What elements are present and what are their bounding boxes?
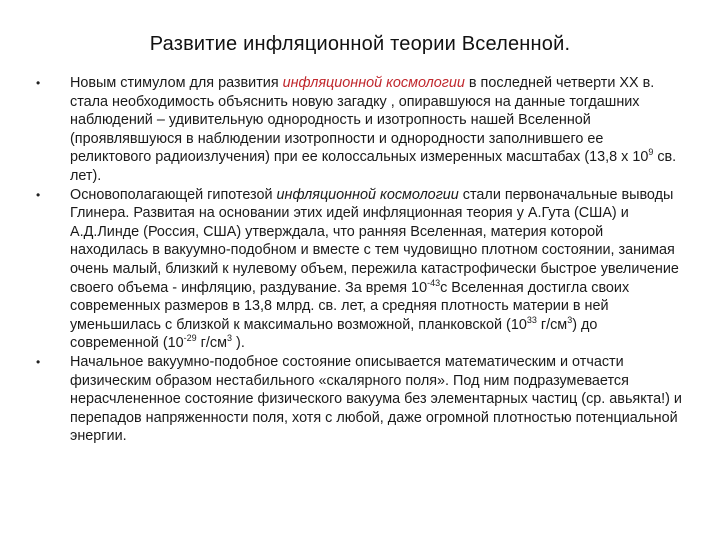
bullet-2-text-2: стали первоначальные выводы Глинера. Развитая на основании этих идей инфляционная теория у А.Гута (США) и А.Д.Линде (Россия, США) утверждала, что ранняя Вселенная, материя которой находилась в вакуумно-подобном и вместе с тем чудовищно плотном состоянии, занимая очень малый, близкий к нулевому объем, пережила катастрофически быстрое увеличение своего объема - инфляцию, раздувание. За время 10 — [70, 186, 679, 296]
bullet-2-superscript-1: -43 — [427, 277, 441, 288]
bullet-2-italic: инфляционной космологии — [276, 186, 459, 203]
bullet-2-text-6: г/см — [196, 335, 228, 352]
bullet-list — [36, 74, 684, 446]
slide-title: Развитие инфляционной теории Вселенной. — [149, 33, 571, 55]
bullet-2-text: Основополагающей гипотезой — [70, 186, 277, 203]
bullet-dot-icon: • — [36, 76, 41, 90]
bullet-item-2 — [36, 186, 684, 353]
bullet-1-superscript: 9 — [648, 147, 654, 158]
bullet-2-superscript-5: 3 — [227, 333, 233, 344]
bullet-2-text-4: г/см — [536, 316, 568, 333]
bullet-item-3 — [36, 353, 684, 446]
bullet-1-text: Новым стимулом для развития — [70, 75, 283, 91]
bullet-1-text-2: в последней четверти XX в. стала необходимость объяснить новую загадку , опиравшуюся на данные тогдашних наблюдений – удивительную однородность и изотропность нашей Вселенной (проявлявшуюся в наблюдении изотропности и однородности заполнившего ее реликтового радиоизлучения) при ее колоссальных измеренных масштабах (13,8 х 10 — [70, 75, 655, 166]
bullet-1-text-3: св. лет). — [70, 149, 677, 184]
bullet-item-1 — [36, 74, 684, 186]
bullet-2-superscript-2: 33 — [526, 314, 537, 325]
bullet-1-highlight: инфляционной космологии — [282, 75, 465, 91]
bullet-dot-icon: • — [36, 354, 41, 369]
bullet-2-text-7: ). — [232, 335, 245, 352]
bullet-2-text-3: с Вселенная достигла своих современных размеров в 13,8 млрд. св. лет, а средняя плотность материи в ней уменьшилась с близкой к максимально возможной, планковской (10 — [70, 279, 630, 333]
bullet-2-superscript-4: -29 — [183, 333, 197, 344]
bullet-2-text-5: ) до современной (10 — [70, 316, 598, 352]
bullet-2-superscript-3: 3 — [567, 314, 573, 325]
bullet-dot-icon: • — [36, 187, 41, 202]
bullet-3-text: Начальное вакуумно-подобное состояние описывается математическим и отчасти физическим образом нестабильного «скалярного поля». Под ним подразумевается нерасчлененное состояние физического вакуума без элементарных частиц (ср. авьякта!) и перепадов напряженности поля, хотя с любой, даже огромной плотностью потенциальной энергии. — [70, 353, 682, 445]
